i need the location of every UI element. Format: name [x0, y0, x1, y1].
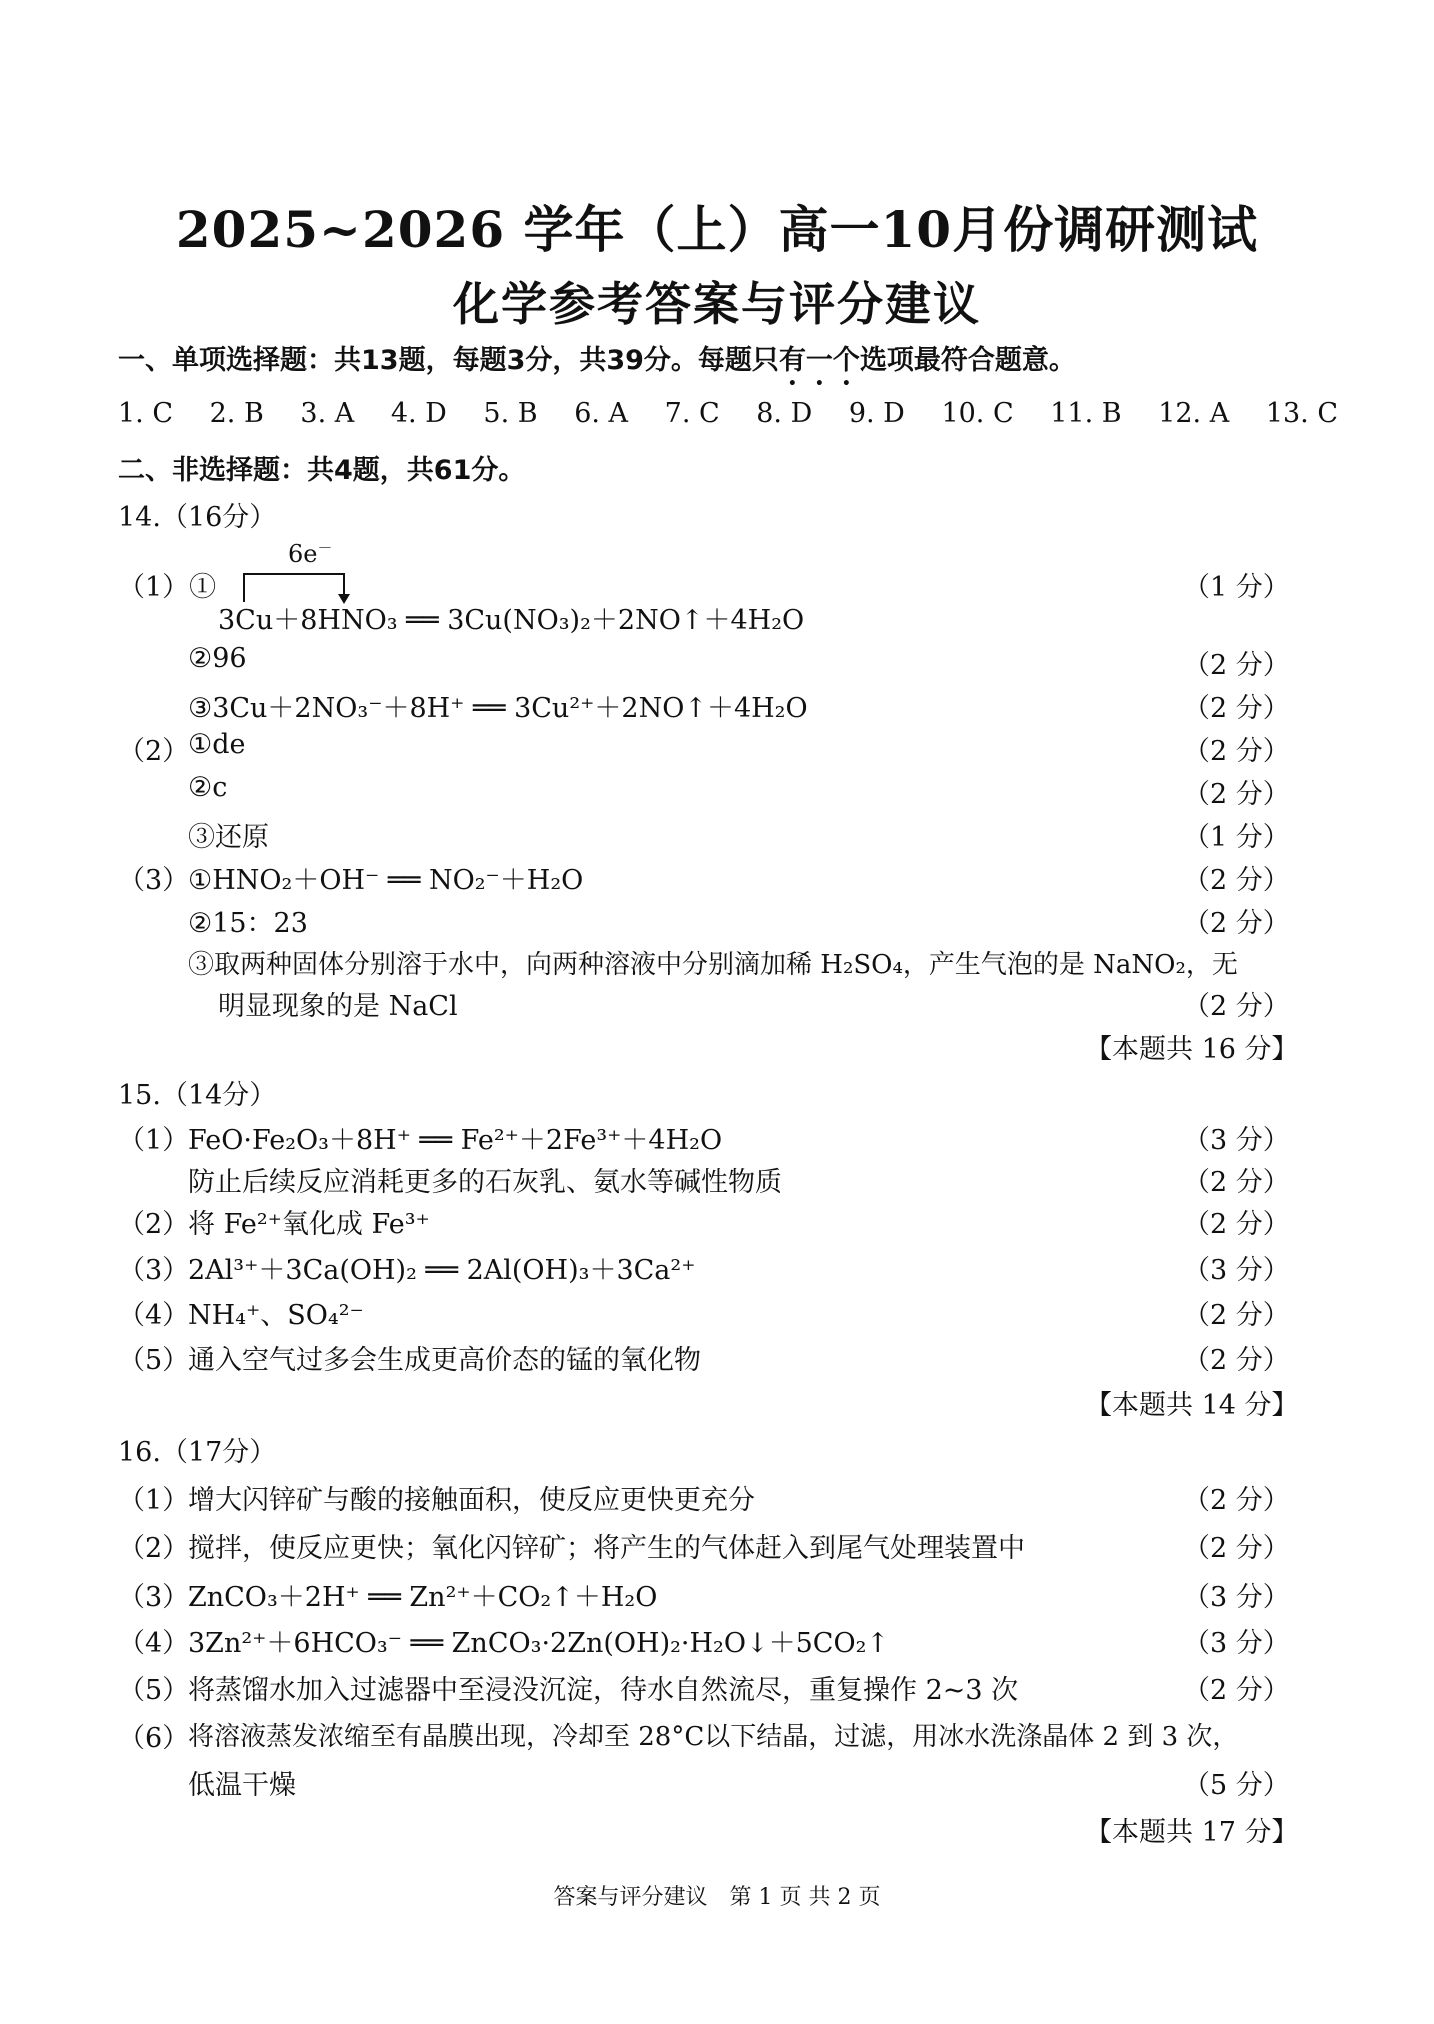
q14-answer-1-3: ③3Cu＋2NO₃⁻＋8H⁺ ══ 3Cu²⁺＋2NO↑＋4H₂O: [188, 693, 808, 724]
q14-answer-1-2: ②96: [188, 643, 247, 674]
q15-title: 15.（14分）: [118, 1080, 277, 1111]
q16-total: 【本题共 17 分】: [1085, 1817, 1299, 1848]
q16-answer-6-cont: 低温干燥: [188, 1770, 296, 1801]
electron-transfer-label: 6e－: [288, 539, 333, 568]
q15-score-5: （2 分）: [1183, 1345, 1290, 1376]
q16-part1-label: （1）: [118, 1485, 190, 1516]
q14-score-1-2: （2 分）: [1183, 650, 1290, 681]
q16-answer-6: 将溶液蒸发浓缩至有晶膜出现，冷却至 28°C以下结晶，过滤，用冰水洗涤晶体 2 到 3 次，: [188, 1722, 1239, 1752]
q16-part5-label: （5）: [118, 1675, 190, 1706]
q15-answer-3: 2Al³⁺＋3Ca(OH)₂ ══ 2Al(OH)₃＋3Ca²⁺: [188, 1255, 696, 1286]
q15-part3-label: （3）: [118, 1255, 190, 1286]
q14-answer-2-1: ①de: [188, 729, 246, 760]
q14-answer-3-3: ③取两种固体分别溶于水中，向两种溶液中分别滴加稀 H₂SO₄，产生气泡的是 NaNO₂，无: [188, 950, 1238, 980]
mc-answer: 11. B: [1050, 398, 1122, 429]
q16-answer-2: 搅拌，使反应更快；氧化闪锌矿；将产生的气体赶入到尾气处理装置中: [188, 1533, 1025, 1564]
q15-answer-2: 将 Fe²⁺氧化成 Fe³⁺: [188, 1209, 430, 1240]
mc-answer: 5. B: [483, 398, 538, 429]
q15-answer-1: FeO·Fe₂O₃＋8H⁺ ══ Fe²⁺＋2Fe³⁺＋4H₂O: [188, 1125, 723, 1156]
q14-title: 14.（16分）: [118, 502, 277, 533]
q16-part4-label: （4）: [118, 1628, 190, 1659]
q16-score-3: （3 分）: [1183, 1582, 1290, 1613]
q14-answer-2-2: ②c: [188, 772, 228, 803]
q14-total: 【本题共 16 分】: [1085, 1034, 1299, 1065]
q14-answer-3-3-cont: 明显现象的是 NaCl: [218, 991, 458, 1022]
q15-total: 【本题共 14 分】: [1085, 1390, 1299, 1421]
q14-score-3-2: （2 分）: [1183, 908, 1290, 939]
q14-answer-3-1: ①HNO₂＋OH⁻ ══ NO₂⁻＋H₂O: [188, 865, 584, 896]
q14-part3-label: （3）: [118, 865, 190, 896]
q15-part5-label: （5）: [118, 1345, 190, 1376]
mc-answer: 7. C: [664, 398, 720, 429]
mc-answer: 9. D: [848, 398, 905, 429]
q16-answer-5: 将蒸馏水加入过滤器中至浸没沉淀，待水自然流尽，重复操作 2~3 次: [188, 1675, 1019, 1706]
q15-answer-4: NH₄⁺、SO₄²⁻: [188, 1300, 364, 1331]
mc-answer: 2. B: [209, 398, 264, 429]
q14-score-3-1: （2 分）: [1183, 865, 1290, 896]
q15-answer-1b: 防止后续反应消耗更多的石灰乳、氨水等碱性物质: [188, 1167, 782, 1198]
mc-answer: 6. A: [574, 398, 629, 429]
q15-score-4: （2 分）: [1183, 1300, 1290, 1331]
mc-answer: 4. D: [390, 398, 447, 429]
q16-score-1: （2 分）: [1183, 1485, 1290, 1516]
q15-answer-5: 通入空气过多会生成更高价态的锰的氧化物: [188, 1345, 701, 1376]
q14-score-1-3: （2 分）: [1183, 693, 1290, 724]
q16-score-4: （3 分）: [1183, 1628, 1290, 1659]
q16-part2-label: （2）: [118, 1533, 190, 1564]
q16-score-2: （2 分）: [1183, 1533, 1290, 1564]
q16-answer-3: ZnCO₃＋2H⁺ ══ Zn²⁺＋CO₂↑＋H₂O: [188, 1582, 658, 1613]
mc-answer: 8. D: [756, 398, 813, 429]
q14-answer-1-1: 3Cu＋8HNO₃ ══ 3Cu(NO₃)₂＋2NO↑＋4H₂O: [218, 605, 805, 636]
q15-score-1b: （2 分）: [1183, 1167, 1290, 1198]
q14-score-2-3: （1 分）: [1183, 822, 1290, 853]
section1-heading: 一、单项选择题：共13题，每题3分，共39分。每题只有一个选项最符合题意。: [118, 345, 1076, 376]
section2-heading: 二、非选择题：共4题，共61分。: [118, 455, 526, 486]
mc-answer: 12. A: [1158, 398, 1230, 429]
mc-answers: [118, 398, 1338, 429]
q16-answer-1: 增大闪锌矿与酸的接触面积，使反应更快更充分: [188, 1485, 755, 1516]
q14-score-2-2: （2 分）: [1183, 779, 1290, 810]
q16-part3-label: （3）: [118, 1582, 190, 1613]
q15-part2-label: （2）: [118, 1209, 190, 1240]
q14-part2-label: （2）: [118, 736, 190, 767]
q15-part4-label: （4）: [118, 1300, 190, 1331]
mc-answer: 13. C: [1265, 398, 1338, 429]
q16-title: 16.（17分）: [118, 1437, 277, 1468]
q14-answer-3-2: ②15：23: [188, 908, 308, 939]
page-footer: 答案与评分建议 第 1 页 共 2 页: [553, 1885, 881, 1910]
q16-answer-4: 3Zn²⁺＋6HCO₃⁻ ══ ZnCO₃·2Zn(OH)₂·H₂O↓＋5CO₂↑: [188, 1628, 890, 1659]
q14-score-3-3: （2 分）: [1183, 991, 1290, 1022]
q14-score-2-1: （2 分）: [1183, 736, 1290, 767]
q14-answer-2-3: ③还原: [188, 822, 269, 853]
q16-score-6: （5 分）: [1183, 1770, 1290, 1801]
q15-score-2: （2 分）: [1183, 1209, 1290, 1240]
mc-answer: 3. A: [300, 398, 355, 429]
page-subtitle: 化学参考答案与评分建议: [453, 277, 981, 331]
mc-answer: 1. C: [118, 398, 174, 429]
page-title: 2025~2026 学年（上）高一10月份调研测试: [175, 200, 1259, 259]
q14-score-1-1: （1 分）: [1183, 572, 1290, 603]
q14-part1-label: （1）①: [118, 572, 217, 603]
q15-part1-label: （1）: [118, 1125, 190, 1156]
q15-score-3: （3 分）: [1183, 1255, 1290, 1286]
q16-score-5: （2 分）: [1183, 1675, 1290, 1706]
mc-answer: 10. C: [941, 398, 1014, 429]
q16-part6-label: （6）: [118, 1723, 190, 1754]
q15-score-1: （3 分）: [1183, 1125, 1290, 1156]
